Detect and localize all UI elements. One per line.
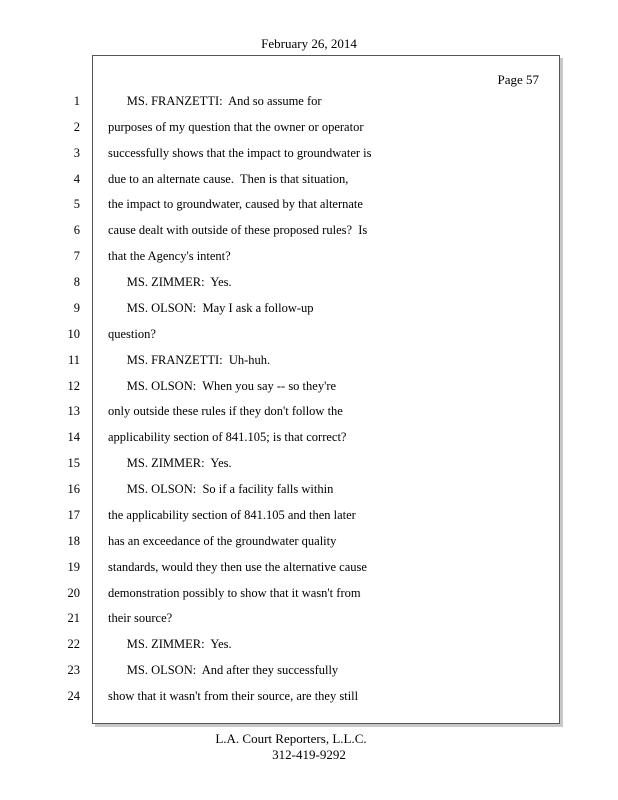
line-text: has an exceedance of the groundwater quality [108,534,337,548]
line-text: MS. OLSON: May I ask a follow-up [108,301,314,315]
line-number: 10 [67,327,80,341]
line-number: 9 [73,301,80,315]
line-text: question? [108,327,156,341]
line-number: 3 [73,146,80,160]
line-text: MS. OLSON: When you say -- so they're [108,379,337,393]
line-number: 18 [67,534,80,548]
line-number: 4 [73,172,80,186]
line-number: 16 [67,482,80,496]
line-number: 12 [67,379,80,393]
line-text: that the Agency's intent? [108,249,231,263]
line-number: 7 [73,249,80,263]
line-text: MS. ZIMMER: Yes. [108,456,232,470]
line-text: MS. FRANZETTI: Uh-huh. [108,353,271,367]
line-text: standards, would they then use the alternative cause [108,560,367,574]
line-text: MS. OLSON: And after they successfully [108,663,339,677]
line-number: 22 [67,637,80,651]
line-number: 14 [67,430,80,444]
line-text: MS. ZIMMER: Yes. [108,275,232,289]
line-number: 24 [67,689,80,703]
line-number: 23 [67,663,80,677]
line-number: 20 [67,586,80,600]
line-number: 19 [67,560,80,574]
line-text: successfully shows that the impact to groundwater is [108,146,372,160]
footer-phone: 312-419-9292 [272,747,346,762]
line-number: 21 [67,611,80,625]
line-text: due to an alternate cause. Then is that situation, [108,172,349,186]
footer-company: L.A. Court Reporters, L.L.C. [215,731,367,746]
line-text: MS. ZIMMER: Yes. [108,637,232,651]
line-text: MS. OLSON: So if a facility falls within [108,482,334,496]
line-text: the applicability section of 841.105 and then later [108,508,356,522]
line-text: their source? [108,611,173,625]
line-text: only outside these rules if they don't follow the [108,404,343,418]
line-text: MS. FRANZETTI: And so assume for [108,94,322,108]
line-text: demonstration possibly to show that it wasn't from [108,586,361,600]
line-number: 1 [73,94,80,108]
line-number: 17 [67,508,80,522]
line-number: 5 [73,197,80,211]
line-text: show that it wasn't from their source, are they still [108,689,359,703]
line-number: 13 [67,404,80,418]
line-text: cause dealt with outside of these proposed rules? Is [108,223,368,237]
line-number: 2 [73,120,80,134]
line-text: applicability section of 841.105; is that correct? [108,430,347,444]
line-text: the impact to groundwater, caused by that alternate [108,197,363,211]
line-number: 8 [73,275,80,289]
line-text: purposes of my question that the owner or operator [108,120,364,134]
page-number: Page 57 [497,72,539,87]
line-number: 15 [67,456,80,470]
line-number: 11 [67,353,80,367]
line-number: 6 [73,223,80,237]
header-date: February 26, 2014 [261,36,357,51]
